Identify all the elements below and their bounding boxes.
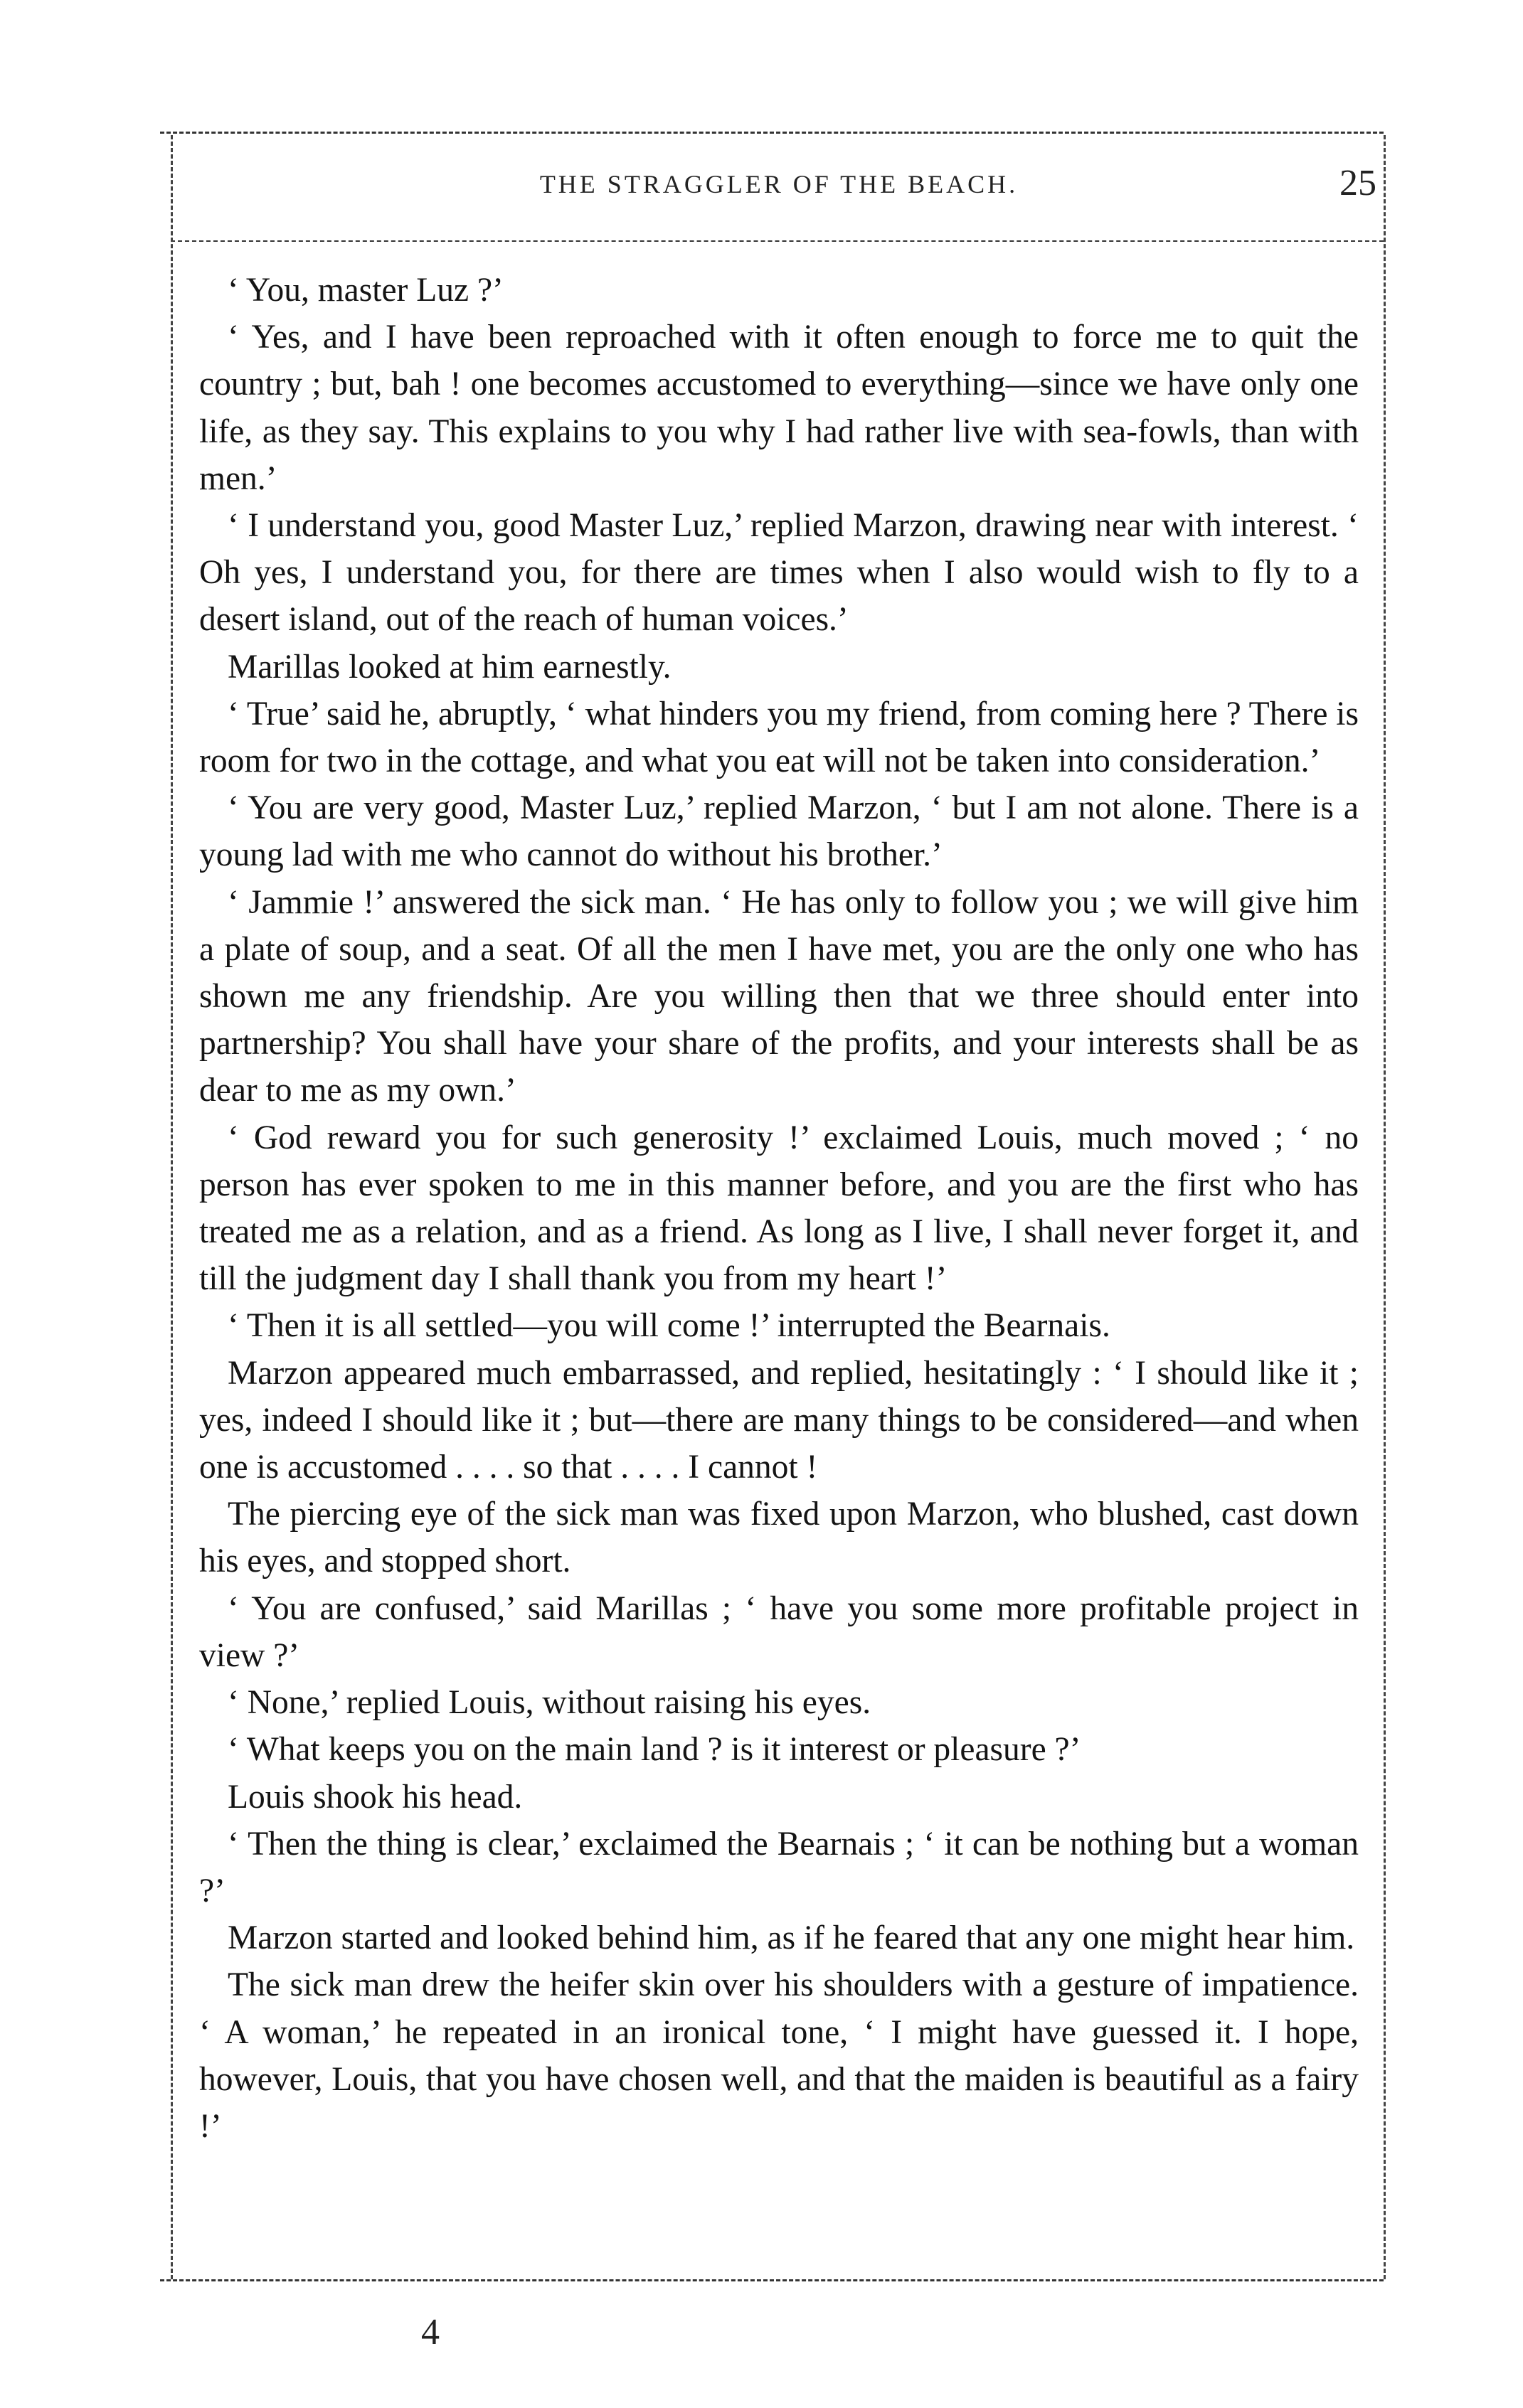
paragraph: Marillas looked at him earnestly. xyxy=(228,648,672,686)
top-border-rule xyxy=(160,132,1384,134)
paragraph: ‘ Then the thing is clear,’ exclaimed the Bearnais ; ‘ it can be nothing but a woman ?’ xyxy=(199,1825,1359,1909)
header-underline-rule xyxy=(171,240,1384,242)
running-header xyxy=(181,162,1376,212)
bottom-border-rule xyxy=(160,2279,1384,2281)
paragraph: Louis shook his head. xyxy=(228,1778,523,1816)
paragraph: ‘ You are confused,’ said Marillas ; ‘ have you some more profitable project in view ?’ xyxy=(199,1589,1359,1674)
paragraph: ‘ I understand you, good Master Luz,’ replied Marzon, drawing near with interest. ‘ Oh yes, I understand you, for there are times when I also would wish to fly to a desert island, out of the reach of human voices.’ xyxy=(199,507,1359,639)
paragraph: The piercing eye of the sick man was fixed upon Marzon, who blushed, cast down his eyes, and stopped short. xyxy=(199,1496,1359,1580)
paragraph: ‘ None,’ replied Louis, without raising his eyes. xyxy=(228,1684,871,1722)
running-title: THE STRAGGLER OF THE BEACH. xyxy=(539,170,1019,198)
right-border-rule xyxy=(1384,135,1386,2279)
paragraph: ‘ What keeps you on the main land ? is it interest or pleasure ?’ xyxy=(228,1731,1081,1769)
left-border-rule xyxy=(171,135,173,2279)
page-number: 25 xyxy=(1339,163,1376,203)
paragraph: The sick man drew the heifer skin over his shoulders with a gesture of impatience. ‘ A woman,’ he repeated in an ironical tone, ‘ I might have guessed it. I hope, however, Louis, that you have chosen well, and that the maiden is beautiful as a fairy !’ xyxy=(199,1966,1359,2145)
paragraph: ‘ God reward you for such generosity !’ exclaimed Louis, much moved ; ‘ no person has ever spoken to me in this manner before, and you are the first who has treated me as a relation, and as a friend. As long as I live, I shall never forget it, and till the judgment day I shall thank you from my heart !’ xyxy=(199,1119,1359,1298)
paragraph: Marzon started and looked behind him, as if he feared that any one might hear him. xyxy=(228,1919,1355,1957)
body-text xyxy=(199,267,1359,2150)
paragraph: ‘ Yes, and I have been reproached with it often enough to force me to quit the country ; but, bah ! one becomes accustomed to everything—since we have only one life, as they say. This explains to you why I had rather live with sea-fowls, than with men.’ xyxy=(199,319,1359,497)
paragraph: ‘ True’ said he, abruptly, ‘ what hinders you my friend, from coming here ? There is room for two in the cottage, and what you eat will not be taken into consideration.’ xyxy=(199,695,1359,780)
paragraph: ‘ You are very good, Master Luz,’ replied Marzon, ‘ but I am not alone. There is a young lad with me who cannot do without his brother.’ xyxy=(199,789,1359,874)
paragraph: ‘ Jammie !’ answered the sick man. ‘ He has only to follow you ; we will give him a plate of soup, and a seat. Of all the men I have met, you are the only one who has shown me any friendship. Are you willing then that we three should enter into partnership? You shall have your share of the profits, and your interests shall be as dear to me as my own.’ xyxy=(199,883,1359,1109)
paragraph: ‘ You, master Luz ?’ xyxy=(228,272,504,309)
paragraph: ‘ Then it is all settled—you will come !’ interrupted the Bearnais. xyxy=(228,1307,1110,1345)
signature-mark: 4 xyxy=(421,2312,440,2353)
paragraph: Marzon appeared much embarrassed, and replied, hesitatingly : ‘ I should like it ; yes, indeed I should like it ; but—there are many things to be considered—and when one is accustomed . . . . so that . . . . I cannot ! xyxy=(199,1354,1359,1486)
